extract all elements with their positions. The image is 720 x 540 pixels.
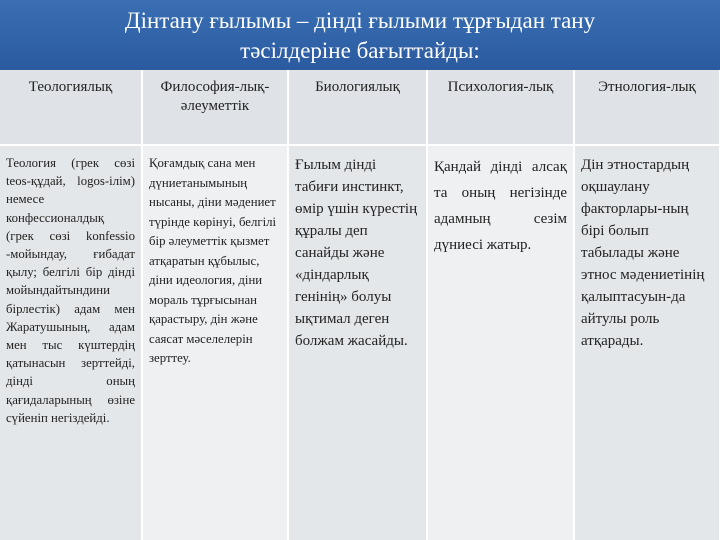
header-biological: Биологиялық xyxy=(288,70,427,145)
title-line-2: тәсілдеріне бағыттайды: xyxy=(240,38,480,63)
approaches-table xyxy=(0,70,720,540)
title-line-1: Дінтану ғылымы – дінді ғылыми тұрғыдан тану xyxy=(124,8,596,33)
cell-theological-text: Теология (грек сөзі teos-құдай, logos-ілім) немесе конфессионалдық (грек сөзі konfessio -мойындау, ғибадат қылу; белгілі бір дінді мойындайтындини бірлестік) адам мен Жаратушының, адам мен тыс күштердің қатынасын зерттейді, дінді оның қағидаларының өзіне сүйеніп негіздейді. xyxy=(6,156,135,425)
cell-philosophical-social-text: Қоғамдық сана мен дүниетанымының нысаны, діни мәдениет түрінде көрінуі, белгілі бір әлеуметтік қызмет атқаратын құбылыс, діни идеология, діни мораль тұрғысынан қарастыру, дін және саясат мәселелерін зерттеу. xyxy=(149,156,277,365)
content-row xyxy=(0,145,720,540)
header-psychological: Психология-лық xyxy=(427,70,574,145)
header-row xyxy=(0,70,720,145)
cell-biological xyxy=(288,145,427,540)
title-bar xyxy=(0,0,720,70)
cell-philosophical-social xyxy=(142,145,288,540)
header-ethnological: Этнология-лық xyxy=(574,70,720,145)
cell-ethnological xyxy=(574,145,720,540)
cell-ethnological-text: Дін этностардың оқшаулану факторлары-ның бірі болып табылады және этнос мәдениетінің қалыптасуын-да айтулы роль атқарады. xyxy=(581,157,705,349)
cell-psychological-text: Қандай дінді алсақ та оның негізінде адамның сезім дүниесі жатыр. xyxy=(434,159,567,253)
cell-psychological xyxy=(427,145,574,540)
cell-biological-text: Ғылым дінді табиғи инстинкт, өмір үшін күрестің құралы деп санайды және «діндарлық генінің» болуы ықтимал деген болжам жасайды. xyxy=(295,157,418,349)
header-theological: Теологиялық xyxy=(0,70,142,145)
header-philosophical-social: Философия-лық-әлеуметтік xyxy=(142,70,288,145)
cell-theological xyxy=(0,145,142,540)
